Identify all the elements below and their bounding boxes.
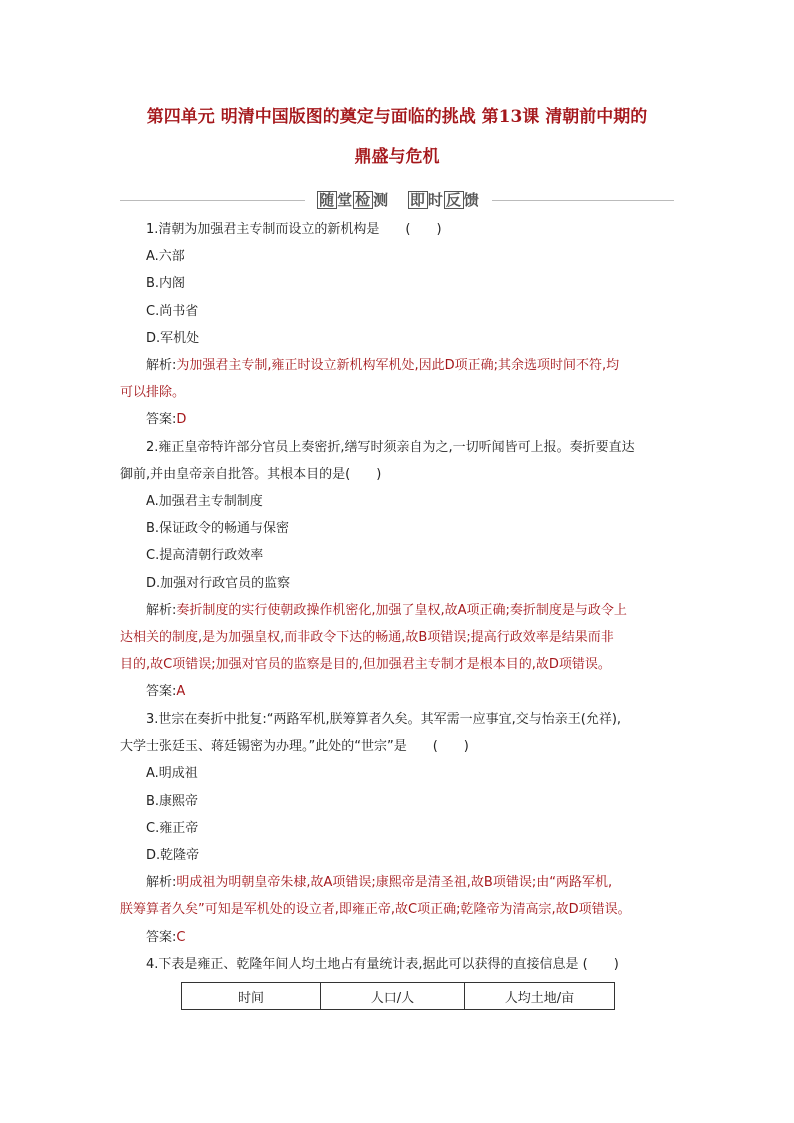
question-1-option-d: D.军机处: [146, 331, 200, 346]
question-2-stem-cont: 御前,并由皇帝亲自批答。其根本目的是( ): [120, 467, 382, 482]
answer-label: 答案:: [146, 684, 177, 699]
question-2-analysis-cont: 达相关的制度,是为加强皇权,而非政令下达的畅通,故B项错误;提高行政效率是结果而非: [120, 630, 614, 645]
question-1-option-c: C.尚书省: [146, 304, 199, 319]
analysis-text: 为加强君主专制,雍正时设立新机构军机处,因此D项正确;其余选项时间不符,均: [176, 358, 620, 373]
analysis-text: 明成祖为明朝皇帝朱棣,故A项错误;康熙帝是清圣祖,故B项错误;由“两路军机,: [176, 875, 613, 890]
question-4-stem: 4.下表是雍正、乾隆年间人均土地占有量统计表,据此可以获得的直接信息是 ( ): [146, 957, 619, 972]
question-1-analysis: [146, 357, 619, 375]
banner-glyph: 堂: [337, 191, 354, 209]
table-header-row: [182, 983, 615, 1010]
banner-text: [305, 190, 492, 210]
analysis-label: 解析:: [146, 358, 177, 373]
question-2-analysis-cont: 目的,故C项错误;加强对官员的监察是目的,但加强君主专制才是根本目的,故D项错误。: [120, 657, 611, 672]
analysis-label: 解析:: [146, 603, 177, 618]
question-3-analysis-cont: 朕筹算者久矣”可知是军机处的设立者,即雍正帝,故C项正确;乾隆帝为清高宗,故D项错误。: [120, 902, 631, 917]
table-header-cell: 人口/人: [321, 983, 465, 1010]
analysis-label: 解析:: [146, 875, 177, 890]
question-3-stem: 3.世宗在奏折中批复:“两路军机,朕筹算者久矣。其军需一应事宜,交与怡亲王(允祥),: [146, 712, 622, 727]
section-banner: [120, 190, 674, 210]
banner-glyph: 反: [445, 191, 462, 209]
table-header-cell: 人均土地/亩: [465, 983, 615, 1010]
banner-glyph: 测: [373, 191, 390, 209]
banner-glyph: 即: [409, 191, 426, 209]
question-2-option-a: A.加强君主专制制度: [146, 494, 263, 509]
table-header-cell: 时间: [182, 983, 321, 1010]
answer-value: D: [176, 412, 187, 427]
page-title-line-1: 第四单元 明清中国版图的奠定与面临的挑战 第13课 清朝前中期的: [146, 107, 648, 127]
question-1-stem: 1.清朝为加强君主专制而设立的新机构是 ( ): [146, 222, 442, 237]
page-title-line-2: 鼎盛与危机: [354, 147, 440, 167]
question-3-stem-cont: 大学士张廷玉、蒋廷锡密为办理。”此处的“世宗”是 ( ): [120, 739, 469, 754]
question-2-option-c: C.提高清朝行政效率: [146, 548, 264, 563]
question-3-option-c: C.雍正帝: [146, 821, 199, 836]
answer-label: 答案:: [146, 412, 177, 427]
question-3-option-b: B.康熙帝: [146, 794, 199, 809]
population-land-table: [181, 982, 615, 1010]
question-1-option-b: B.内阁: [146, 276, 186, 291]
question-3-option-a: A.明成祖: [146, 766, 198, 781]
banner-divider-left: [120, 200, 305, 201]
question-1-analysis-cont: 可以排除。: [120, 385, 186, 400]
question-1-answer: [146, 411, 186, 429]
question-3-analysis: [146, 874, 612, 892]
banner-divider-right: [492, 200, 674, 201]
banner-glyph: 时: [427, 191, 444, 209]
question-2-stem: 2.雍正皇帝特许部分官员上奏密折,缮写时须亲自为之,一切听闻皆可上报。奏折要直达: [146, 440, 635, 455]
question-2-answer: [146, 683, 185, 701]
banner-glyph: 馈: [463, 191, 480, 209]
question-2-option-b: B.保证政令的畅通与保密: [146, 521, 290, 536]
answer-value: A: [176, 684, 186, 699]
question-1-option-a: A.六部: [146, 249, 185, 264]
analysis-text: 奏折制度的实行使朝政操作机密化,加强了皇权,故A项正确;奏折制度是与政令上: [176, 603, 627, 618]
question-2-analysis: [146, 602, 627, 620]
question-3-answer: [146, 929, 185, 947]
question-2-option-d: D.加强对行政官员的监察: [146, 576, 291, 591]
answer-label: 答案:: [146, 930, 177, 945]
banner-glyph: 随: [319, 191, 336, 209]
question-3-option-d: D.乾隆帝: [146, 848, 200, 863]
answer-value: C: [176, 930, 186, 945]
banner-glyph: 检: [355, 191, 372, 209]
